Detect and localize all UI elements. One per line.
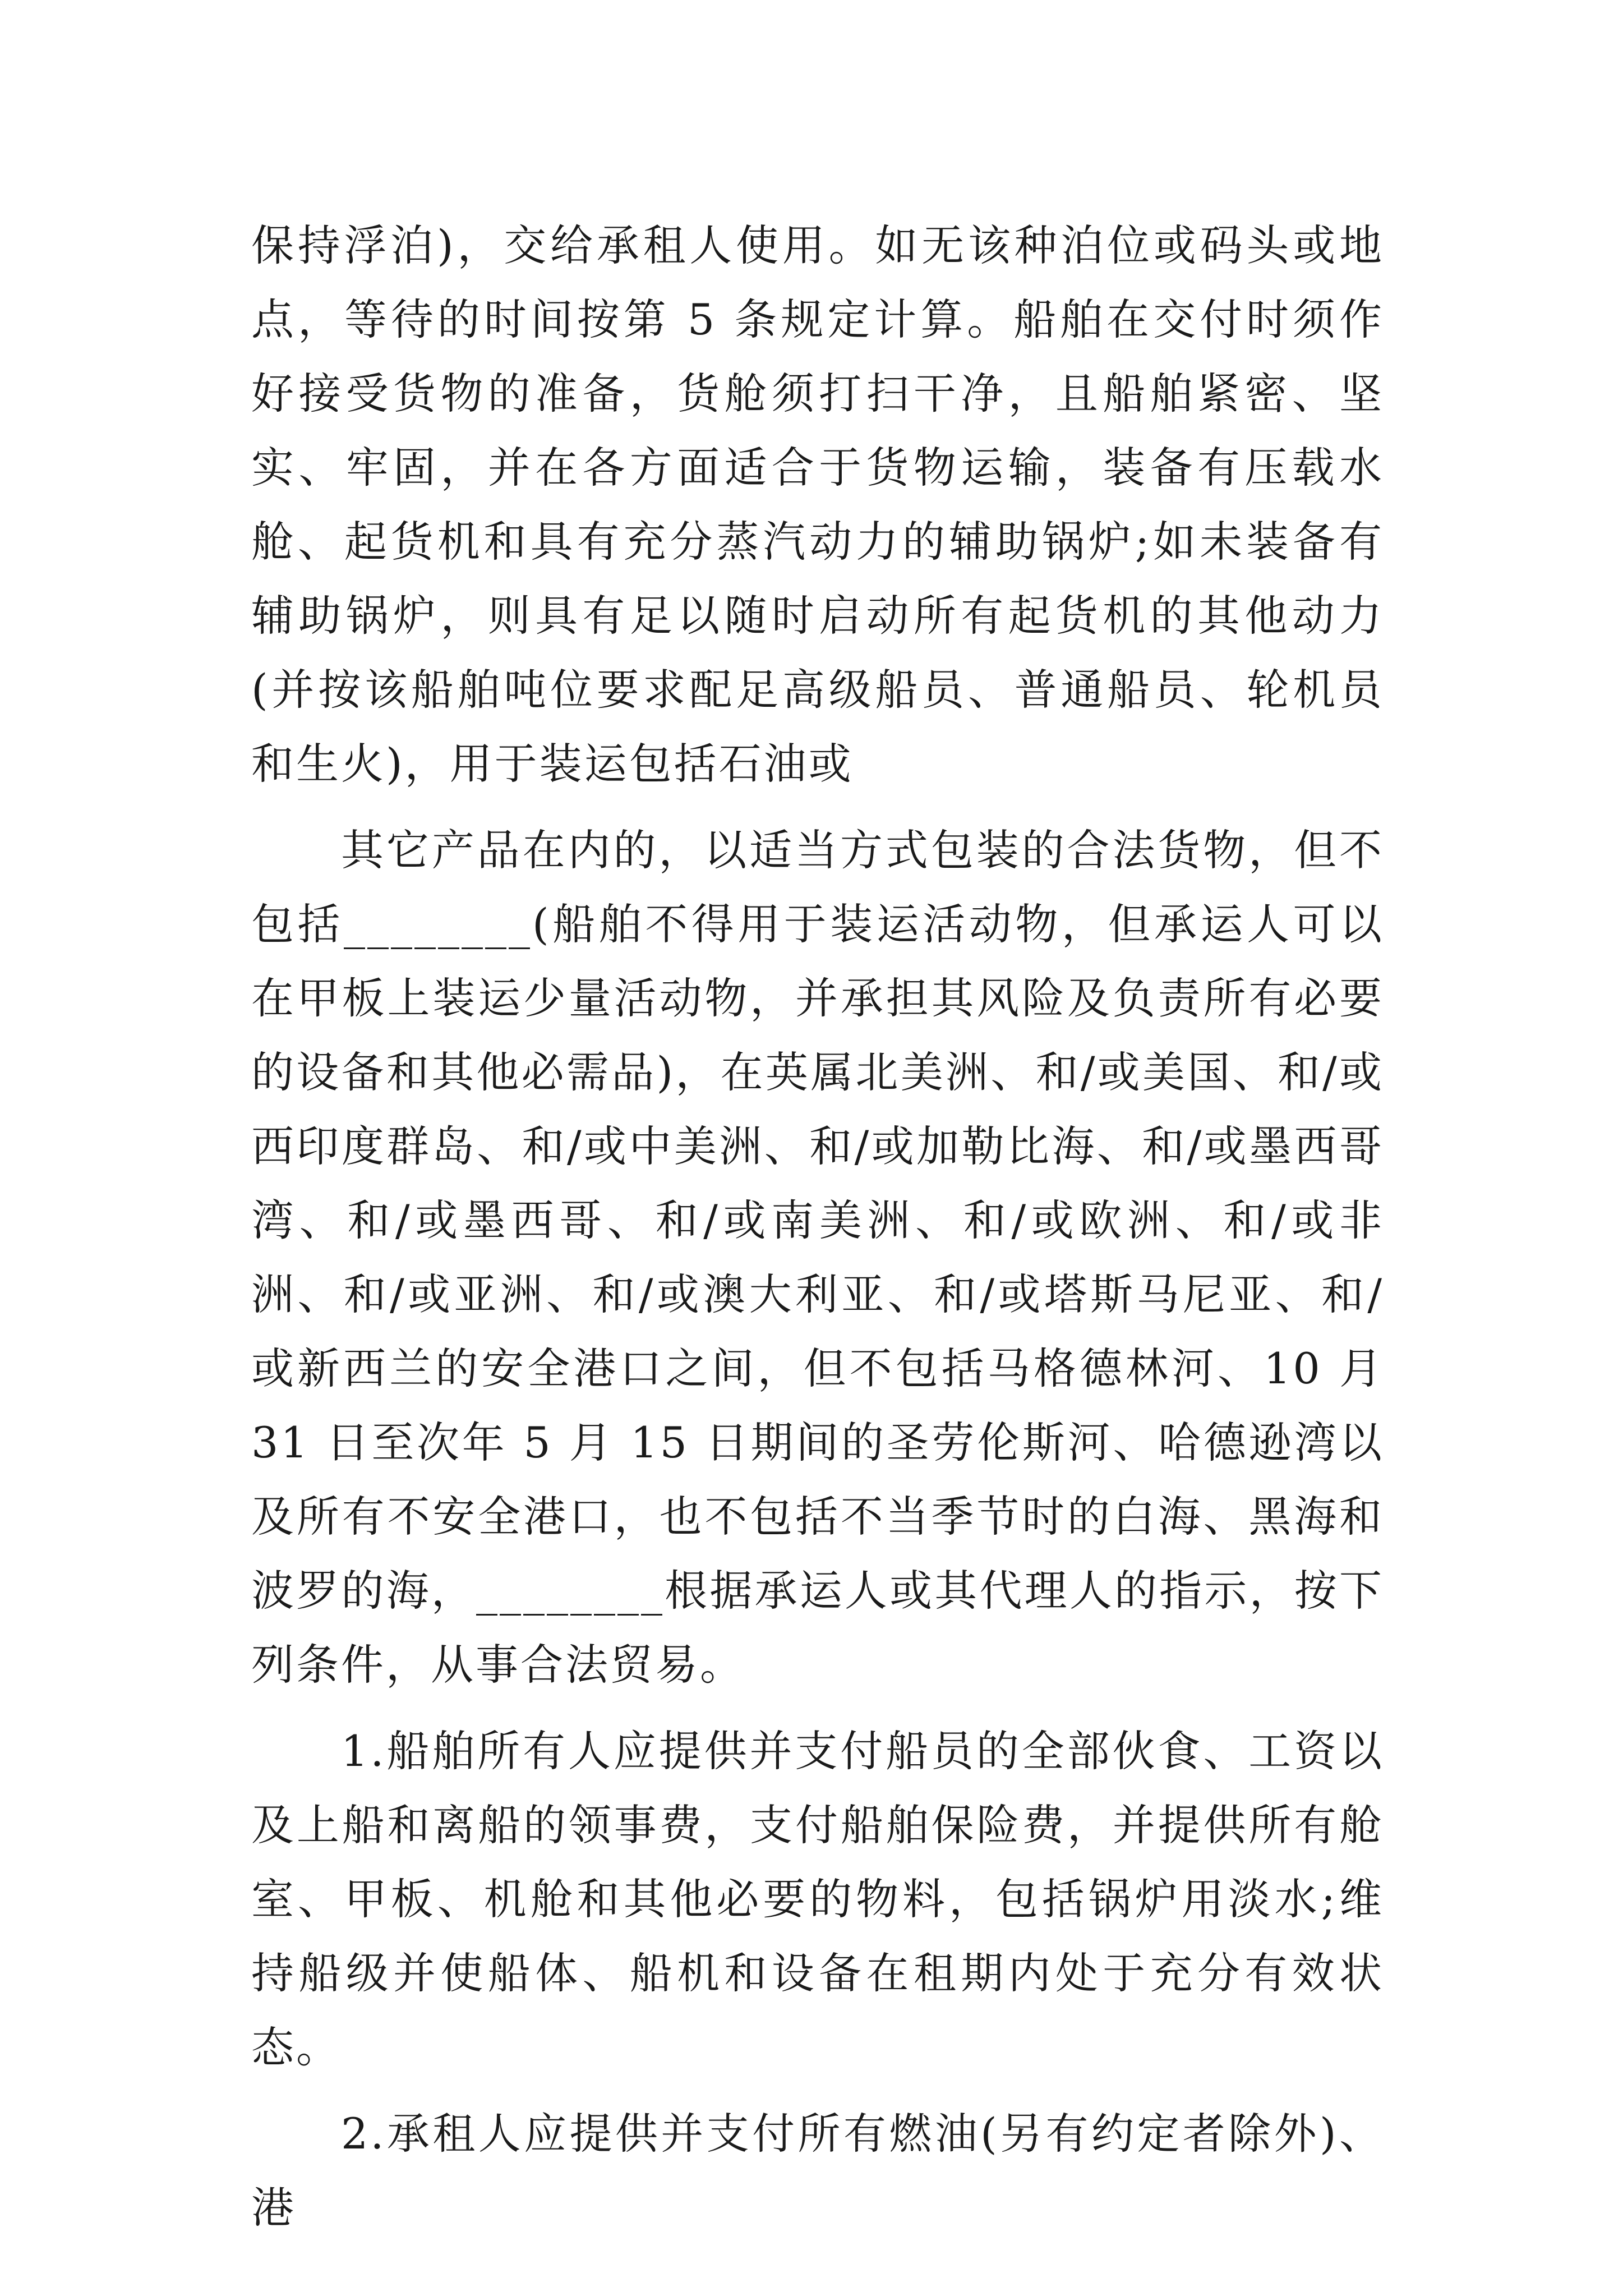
paragraph-clause-1: 1.船舶所有人应提供并支付船员的全部伙食、工资以及上船和离船的领事费，支付船舶保险费，并提供所有舱室、甲板、机舱和其他必要的物料，包括锅炉用淡水;维持船级并使船体、船机和设备在租期内处于充分有效状态。	[251, 1726, 1384, 2072]
paragraph-continued: 保持浮泊)，交给承租人使用。如无该种泊位或码头或地点，等待的时间按第 5 条规定计算。船舶在交付时须作好接受货物的准备，货舱须打扫干净，且船舶紧密、坚实、牢固，并在各方面适合于货物运输，装备有压载水舱、起货机和具有充分蒸汽动力的辅助锅炉;如未装备有辅助锅炉，则具有足以随时启动所有起货机的其他动力(并按该船舶吨位要求配足高级船员、普通船员、轮机员和生火)，用于装运包括石油或	[251, 220, 1384, 789]
paragraph-cargo-trade: 其它产品在内的，以适当方式包装的合法货物，但不包括________(船舶不得用于装运活动物，但承运人可以在甲板上装运少量活动物，并承担其风险及负责所有必要的设备和其他必需品)，在英属北美洲、和/或美国、和/或西印度群岛、和/或中美洲、和/或加勒比海、和/或墨西哥湾、和/或墨西哥、和/或南美洲、和/或欧洲、和/或非洲、和/或亚洲、和/或澳大利亚、和/或塔斯马尼亚、和/或新西兰的安全港口之间，但不包括马格德林河、10 月 31 日至次年 5 月 15 日期间的圣劳伦斯河、哈德逊湾以及所有不安全港口，也不包括不当季节时的白海、黑海和波罗的海，________根据承运人或其代理人的指示，按下列条件，从事合法贸易。	[251, 825, 1384, 1690]
document-body	[251, 209, 1384, 2257]
paragraph-clause-2: 2.承租人应提供并支付所有燃油(另有约定者除外)、港	[251, 2109, 1384, 2233]
